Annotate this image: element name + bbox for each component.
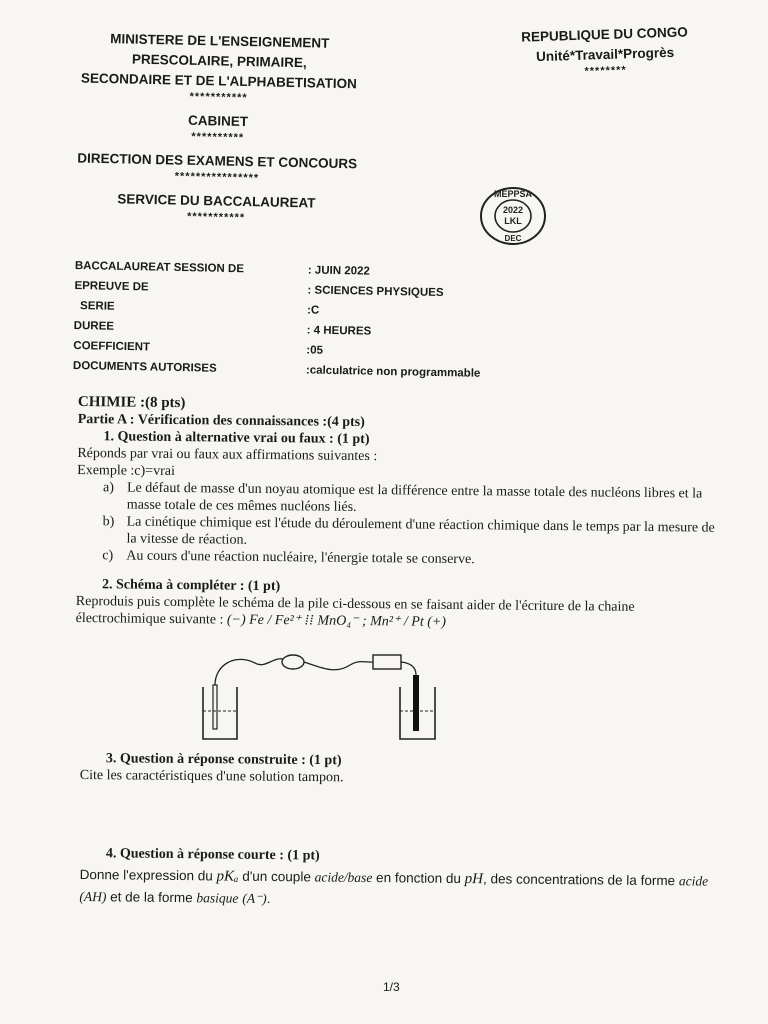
question-4-block	[79, 843, 720, 914]
seal-bottom-text: DEC	[504, 234, 522, 243]
ministry-line-3: SECONDAIRE ET DE L'ALPHABETISATION	[80, 70, 358, 92]
meppsa-stamp-seal	[478, 185, 548, 247]
republic-header	[499, 22, 711, 81]
question-1-intro: Réponds par vrai ou faux aux affirmations suivantes :	[77, 445, 378, 465]
info-value: : SCIENCES PHYSIQUES	[307, 284, 444, 300]
section-title: CHIMIE :(8 pts)	[77, 394, 186, 412]
pka-symbol: pKₐ	[216, 868, 239, 885]
question-3-title: 3. Question à réponse construite : (1 pt)	[105, 751, 342, 769]
separator-stars: ***********	[189, 90, 248, 105]
question-4-text-part: , des concentrations de la forme	[482, 871, 679, 889]
acid-base-couple: acide/base	[314, 869, 373, 886]
question-1-example: Exemple :c)=vrai	[77, 462, 175, 480]
info-label: BACCALAUREAT SESSION DE	[74, 260, 245, 276]
question-1-title: 1. Question à alternative vrai ou faux : (1 pt)	[103, 429, 370, 448]
info-label: EPREUVE DE	[74, 279, 149, 294]
electrochemical-chain: (−) Fe / Fe²⁺ ⁞⁞ MnO₄⁻ ; Mn²⁺ / Pt (+)	[226, 612, 447, 630]
service-label: SERVICE DU BACCALAUREAT	[117, 191, 316, 211]
ministry-line-1: MINISTERE DE L'ENSEIGNEMENT	[110, 31, 330, 51]
info-value: : JUIN 2022	[307, 264, 370, 278]
question-4-text-part: en fonction du	[372, 870, 465, 887]
republic-motto: Unité*Travail*Progrès	[535, 44, 675, 65]
direction-label: DIRECTION DES EXAMENS ET CONCOURS	[77, 150, 358, 172]
question-2-instruction: Reproduis puis complète le schéma de la pile ci-dessous en se faisant aider de l'écriture de la chaine électrochimique suivante :	[75, 593, 635, 628]
question-4-text	[79, 864, 719, 914]
ministry-line-2: PRESCOLAIRE, PRIMAIRE,	[131, 51, 307, 71]
info-label: DUREE	[73, 319, 115, 333]
info-value: :C	[306, 304, 320, 317]
info-value: :05	[306, 344, 324, 357]
ah-symbol: (AH)	[79, 888, 107, 905]
question-4-text-part: .	[266, 890, 271, 906]
question-2-text	[76, 593, 716, 634]
question-4-title: 4. Question à réponse courte : (1 pt)	[105, 846, 320, 864]
ministry-header	[51, 28, 385, 227]
question-2-title: 2. Schéma à compléter : (1 pt)	[101, 577, 281, 595]
seal-top-text: MEPPSA	[493, 189, 533, 199]
statement-text: La cinétique chimique est l'étude du déroulement d'une réaction chimique dans le temps par la mesure de la vitesse de réaction.	[126, 514, 715, 548]
republic-name: REPUBLIQUE DU CONGO	[521, 24, 688, 45]
question-4-text-part: Donne l'expression du	[79, 866, 217, 884]
info-value: :calculatrice non programmable	[305, 364, 481, 380]
seal-year-text: 2022	[502, 205, 524, 215]
partie-a-title: Partie A : Vérification des connaissances :(4 pts)	[77, 411, 365, 431]
question-4-text-part: et de la forme	[106, 889, 197, 906]
info-label: COEFFICIENT	[73, 339, 151, 354]
seal-code-text: LKL	[504, 216, 522, 226]
exam-info-table	[73, 260, 535, 389]
question-3-text: Cite les caractéristiques d'une solution tampon.	[79, 767, 344, 786]
chimie-section	[76, 394, 718, 634]
galvanic-cell-diagram	[195, 645, 445, 745]
separator-stars: ****************	[174, 170, 260, 185]
statement-text: Au cours d'une réaction nucléaire, l'énergie totale se conserve.	[126, 548, 475, 568]
info-label: SERIE	[80, 300, 115, 313]
info-value: : 4 HEURES	[306, 324, 372, 338]
page-number: 1/3	[383, 980, 400, 994]
info-label: DOCUMENTS AUTORISES	[72, 359, 217, 375]
basic-form: basique	[196, 890, 239, 906]
separator-stars: ********	[584, 64, 627, 78]
question-3-block	[80, 750, 720, 790]
statement-text: Le défaut de masse d'un noyau atomique est la différence entre la masse totale des nucléons libres et la masse totale de ces mêmes nucléons liés.	[126, 480, 703, 515]
statement-marker: c)	[102, 548, 114, 564]
separator-stars: **********	[191, 130, 245, 144]
statement-marker: a)	[102, 480, 114, 496]
a-minus-symbol: (A⁻)	[242, 890, 267, 906]
cabinet-label: CABINET	[187, 112, 249, 130]
ph-symbol: pH	[464, 871, 484, 888]
question-4-text-part: d'un couple	[238, 868, 315, 885]
acid-form: acide	[678, 873, 709, 889]
separator-stars: ***********	[186, 210, 246, 225]
statement-marker: b)	[102, 514, 115, 530]
